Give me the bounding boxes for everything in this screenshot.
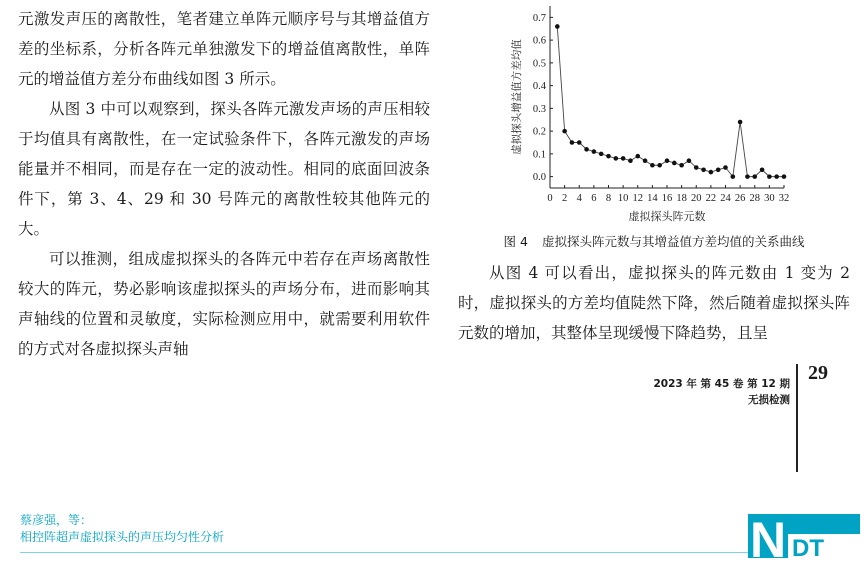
data-point	[723, 165, 728, 170]
data-point	[577, 140, 582, 145]
figure-4-chart	[508, 0, 798, 228]
divider	[796, 364, 798, 472]
paragraph: 可以推测，组成虚拟探头的各阵元中若存在声场离散性较大的阵元，势必影响该虚拟探头的声场分布，进而影响其声轴线的位置和灵敏度，实际检测应用中，就需要利用软件的方式对各虚拟探头声轴	[18, 250, 430, 358]
y-tick-label: 0.0	[532, 172, 546, 184]
x-tick-label: 24	[720, 193, 731, 204]
data-point	[665, 158, 670, 163]
data-point	[628, 158, 633, 163]
data-point	[621, 156, 626, 161]
data-point	[614, 156, 619, 161]
data-point	[657, 163, 662, 168]
logo-letter-n: N	[750, 512, 787, 560]
x-tick-label: 12	[632, 193, 643, 204]
right-column	[458, 258, 850, 348]
x-tick-label: 30	[764, 193, 775, 204]
paragraph: 从图 4 可以看出，虚拟探头的阵元数由 1 变为 2 时，虚拟探头的方差均值陡然下降，然后随着虚拟探头阵元数的增加，其整体呈现缓慢下降趋势，且呈	[458, 264, 850, 342]
y-axis-label: 虚拟探头增益值方差均值	[511, 39, 523, 155]
x-tick-label: 22	[705, 193, 717, 204]
data-point	[731, 174, 736, 179]
data-point	[679, 163, 684, 168]
paragraph: 元激发声压的离散性，笔者建立单阵元顺序号与其增益值方差的坐标系，分析各阵元单独激发下的增益值离散性，单阵元的增益值方差分布曲线如图 3 所示。	[18, 10, 430, 88]
y-tick-label: 0.4	[532, 81, 546, 93]
data-point	[650, 163, 655, 168]
data-point	[694, 165, 699, 170]
running-footer	[20, 512, 224, 546]
ndt-logo-graphic	[748, 508, 860, 560]
x-tick-label: 2	[562, 193, 568, 204]
footer-rule	[20, 552, 752, 553]
data-point	[716, 168, 721, 173]
x-tick-label: 0	[547, 193, 553, 204]
footer-title: 相控阵超声虚拟探头的声压均匀性分析	[20, 530, 225, 544]
y-tick-label: 0.1	[532, 149, 546, 161]
data-point	[592, 149, 597, 154]
data-point	[745, 174, 750, 179]
data-point	[635, 154, 640, 159]
data-point	[752, 174, 757, 179]
data-point	[738, 120, 743, 125]
issue-info	[640, 376, 790, 408]
footer-authors: 蔡彦强，等：	[20, 513, 93, 527]
data-point	[606, 154, 611, 159]
figure-caption-text: 虚拟探头阵元数与其增益值方差均值的关系曲线	[541, 234, 805, 249]
logo-letters-dt: DT	[792, 535, 824, 560]
x-tick-label: 26	[734, 193, 746, 204]
data-point	[599, 152, 604, 157]
ndt-logo	[748, 508, 860, 560]
y-tick-label: 0.7	[532, 12, 546, 24]
figure-caption	[458, 232, 850, 250]
y-tick-label: 0.2	[532, 126, 546, 138]
x-tick-label: 16	[661, 193, 673, 204]
data-point	[570, 140, 575, 145]
x-tick-label: 14	[647, 193, 658, 204]
data-point	[562, 129, 567, 134]
x-tick-label: 32	[778, 193, 790, 204]
data-point	[643, 158, 648, 163]
data-point	[760, 168, 765, 173]
data-point	[701, 168, 706, 173]
paragraph: 从图 3 中可以观察到，探头各阵元激发声场的声压相较于均值具有离散性，在一定试验条件下，各阵元激发的声场能量并不相同，而是存在一定的波动性。相同的底面回波条件下，第 3、4、29 和 30 号阵元的离散性较其他阵元的大。	[18, 100, 430, 238]
data-point	[767, 174, 772, 179]
series-line	[557, 26, 784, 176]
page-number: 29	[808, 362, 828, 384]
data-point	[584, 147, 589, 152]
figure-number: 图 4	[503, 234, 528, 249]
data-point	[687, 158, 692, 163]
data-point	[672, 161, 677, 166]
x-axis-label: 虚拟探头阵元数	[628, 210, 706, 223]
chart-svg	[508, 0, 798, 228]
y-tick-label: 0.6	[532, 35, 546, 47]
data-point	[555, 24, 560, 29]
x-tick-label: 10	[617, 193, 629, 204]
journal-name: 无损检测	[748, 394, 790, 406]
issue-volume: 2023 年 第 45 卷 第 12 期	[653, 378, 790, 390]
data-point	[782, 174, 787, 179]
x-tick-label: 28	[749, 193, 760, 204]
x-tick-label: 20	[691, 193, 702, 204]
y-tick-label: 0.3	[532, 103, 546, 115]
x-tick-label: 8	[605, 193, 612, 204]
x-tick-label: 18	[676, 193, 687, 204]
x-tick-label: 6	[591, 193, 597, 204]
left-column	[18, 4, 430, 364]
data-point	[774, 174, 779, 179]
x-tick-label: 4	[576, 193, 582, 204]
data-point	[709, 170, 714, 175]
y-tick-label: 0.5	[532, 58, 546, 70]
